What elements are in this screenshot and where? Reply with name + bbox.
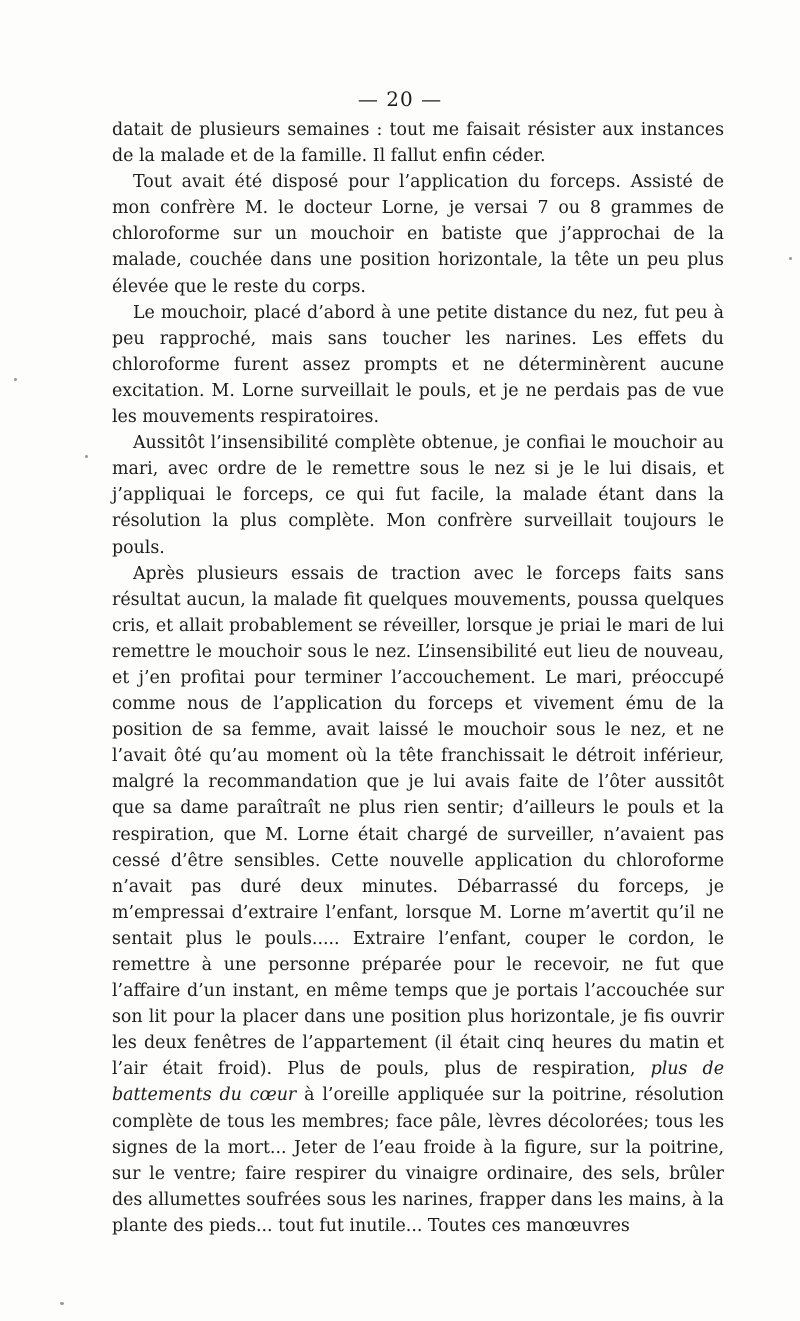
paragraph [112, 430, 724, 560]
paragraph-text: Après plusieurs essais de traction avec le forceps faits sans résultat aucun, la malade fit quelques mouvements, poussa quelques cris, et allait probablement se réveiller, lorsque je priai le mari de lui remettre le mouchoir sous le nez. L’insensibilité eut lieu de nouveau, et j’en profitai pour terminer l’accouchement. Le mari, préoccupé comme nous de l’application du forceps et vivement ému de la position de sa femme, avait laissé le mouchoir sous le nez, et ne l’avait ôté qu’au moment où la tête franchissait le détroit inférieur, malgré la recommandation que je lui avais faite de l’ôter aussitôt que sa dame paraîtraît ne plus rien sentir; d’ailleurs le pouls et la respiration, que M. Lorne était chargé de surveiller, n’avaient pas cessé d’être sensibles. Cette nouvelle application du chloroforme n’avait pas duré deux minutes. Débarrassé du forceps, je m’empressai d’extraire l’enfant, lorsque M. Lorne m’avertit qu’il ne sentait plus le pouls..... Extraire l’enfant, couper le cordon, le remettre à une personne préparée pour le recevoir, ne fut que l’affaire d’un instant, en même temps que je portais l’accouchée sur son lit pour la placer dans une position plus horizontale, je fis ouvrir les deux fenêtres de l’appartement (il était cinq heures du matin et l’air était froid). Plus de pouls, plus de respiration, [112, 563, 724, 1080]
paper-speck [85, 455, 88, 458]
paragraph-text: Aussitôt l’insensibilité complète obtenue, je confiai le mouchoir au mari, avec ordre de le remettre sous le nez si je le lui disais, et j’appliquai le forceps, ce qui fut facile, la malade étant dans la résolution la plus complète. Mon confrère surveillait toujours le pouls. [112, 433, 724, 558]
paragraph-text: Tout avait été disposé pour l’application du forceps. Assisté de mon confrère M. le docteur Lorne, je versai 7 ou 8 grammes de chloroforme sur un mouchoir en batiste que j’approchai de la malade, couchée dans une position horizontale, la tête un peu plus élevée que le reste du corps. [112, 172, 724, 297]
paragraph [112, 117, 724, 169]
page-number: — 20 — [357, 87, 443, 111]
paragraph [112, 300, 724, 430]
paragraph [112, 561, 724, 1239]
italic-text: plus de battements du cœur [112, 1059, 724, 1106]
paragraph-text: à l’oreille appliquée sur la poitrine, résolution complète de tous les membres; face pâle, lèvres décolorées; tous les signes de la mort... Jeter de l’eau froide à la figure, sur la poitrine, sur le ventre; faire respirer du vinaigre ordinaire, des sels, brûler des allumettes soufrées sous les narines, frapper dans les mains, à la plante des pieds... tout fut inutile... Toutes ces manœuvres [112, 1085, 724, 1236]
paragraph-text: datait de plusieurs semaines : tout me faisait résister aux instances de la malade et de la famille. Il fallut enfin céder. [112, 120, 724, 167]
paper-speck [60, 1302, 64, 1305]
paragraph [112, 169, 724, 299]
paper-speck [789, 257, 792, 260]
body-text [112, 117, 724, 1239]
paper-speck [14, 378, 17, 381]
paragraph-text: Le mouchoir, placé d’abord à une petite distance du nez, fut peu à peu rapproché, mais sans toucher les narines. Les effets du chloroforme furent assez prompts et ne déterminèrent aucune excitation. M. Lorne surveillait le pouls, et je ne perdais pas de vue les mouvements respiratoires. [112, 302, 724, 428]
